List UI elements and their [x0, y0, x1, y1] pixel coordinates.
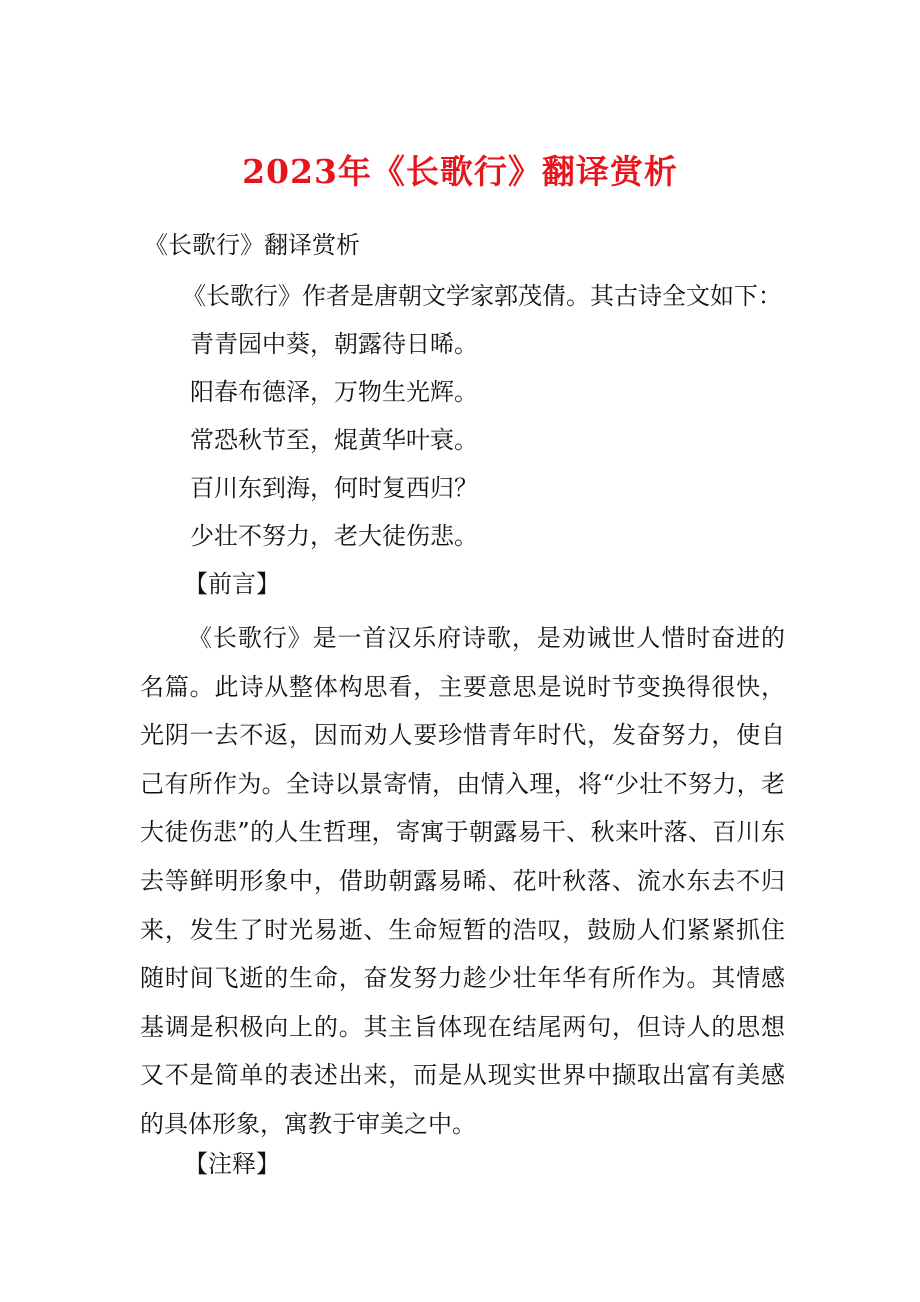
poem-line-5: 少壮不努力，老大徒伤悲。: [190, 522, 478, 550]
poem-line-1: 青青园中葵，朝露待日晞。: [190, 330, 478, 358]
poem-line-4: 百川东到海，何时复西归？: [190, 474, 478, 502]
document-title: 2023年《长歌行》翻译赏析: [242, 152, 678, 191]
intro-line: 《长歌行》作者是唐朝文学家郭茂倩。其古诗全文如下：: [182, 282, 782, 310]
poem-line-2: 阳春布德泽，万物生光辉。: [190, 378, 478, 406]
preface-paragraph: 《长歌行》是一首汉乐府诗歌，是劝诫世人惜时奋进的名篇。此诗从整体构思看，主要意思是说时节变换得很快，光阴一去不返，因而劝人要珍惜青年时代，发奋努力，使自己有所作为。全诗以景寄情，由情入理，将“少壮不努力，老大徒伤悲”的人生哲理，寄寓于朝露易干、秋来叶落、百川东去等鲜明形象中，借助朝露易晞、花叶秋落、流水东去不归来，发生了时光易逝、生命短暂的浩叹，鼓励人们紧紧抓住随时间飞逝的生命，奋发努力趁少壮年华有所作为。其情感基调是积极向上的。其主旨体现在结尾两句，但诗人的思想又不是简单的表述出来，而是从现实世界中撷取出富有美感的具体形象，寓教于审美之中。: [140, 624, 785, 1138]
preface-heading: 【前言】: [184, 570, 280, 598]
document-subtitle: 《长歌行》翻译赏析: [144, 231, 360, 259]
notes-heading: 【注释】: [184, 1150, 280, 1178]
poem-line-3: 常恐秋节至，焜黄华叶衰。: [190, 426, 478, 454]
